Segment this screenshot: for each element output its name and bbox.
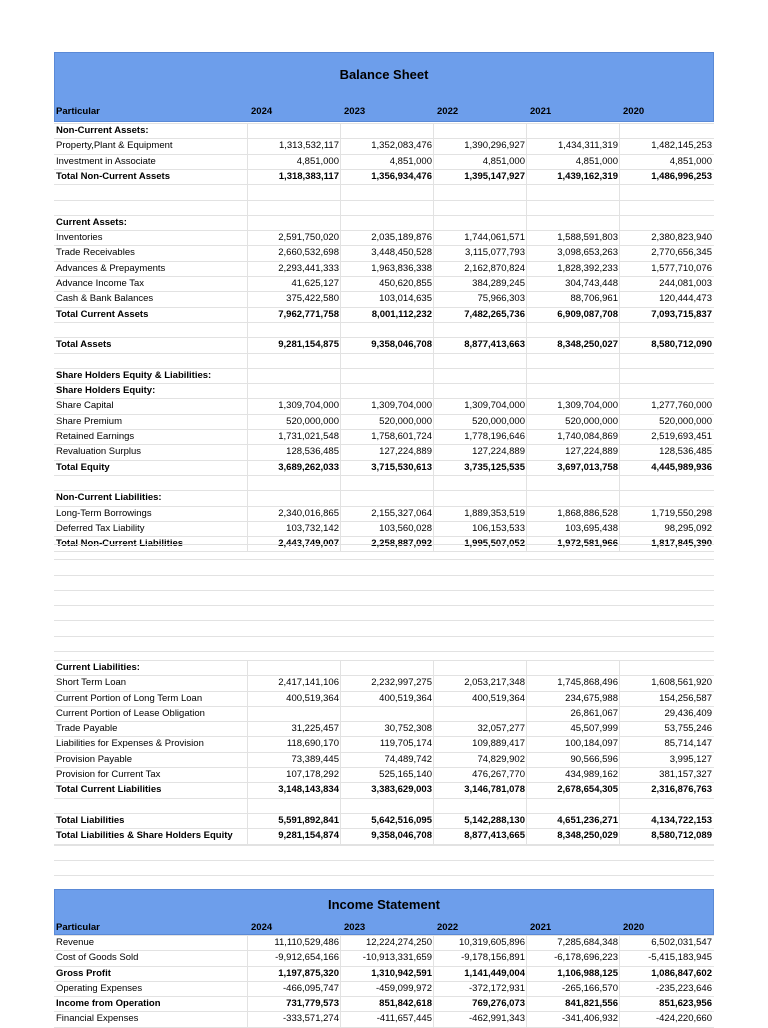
grid-line: [526, 935, 527, 1027]
row-label: Revenue: [56, 937, 95, 948]
value-cell[interactable]: 8,001,112,232: [371, 309, 432, 320]
value-cell[interactable]: 1,740,084,869: [557, 431, 618, 442]
value-cell[interactable]: 3,448,450,528: [371, 247, 432, 258]
value-cell[interactable]: -466,095,747: [283, 983, 339, 994]
value-cell[interactable]: 1,588,591,803: [557, 232, 618, 243]
value-cell[interactable]: -235,223,646: [656, 983, 712, 994]
row-label: Retained Earnings: [56, 431, 135, 442]
value-cell[interactable]: -9,912,654,166: [275, 952, 339, 963]
row-label: Share Capital: [56, 400, 114, 411]
grid-line: [54, 559, 714, 560]
value-cell[interactable]: 127,224,889: [472, 446, 525, 457]
value-cell[interactable]: 4,851,000: [296, 156, 339, 167]
grid-line: [433, 123, 434, 551]
value-cell[interactable]: 1,309,704,000: [278, 400, 339, 411]
value-cell[interactable]: 31,225,457: [291, 723, 339, 734]
value-cell[interactable]: 3,715,530,613: [371, 462, 432, 473]
grid-line: [340, 123, 341, 551]
value-cell[interactable]: 7,482,265,736: [464, 309, 525, 320]
grid-line: [619, 660, 620, 844]
grid-line: [54, 651, 714, 652]
value-cell[interactable]: 2,519,693,451: [651, 431, 712, 442]
value-cell[interactable]: 103,695,438: [565, 523, 618, 534]
year-header[interactable]: 2021: [530, 106, 552, 117]
value-cell[interactable]: 26,861,067: [570, 708, 618, 719]
value-cell[interactable]: 1,309,704,000: [557, 400, 618, 411]
row-label: Trade Receivables: [56, 247, 135, 258]
value-cell[interactable]: 7,093,715,837: [651, 309, 712, 320]
grid-line: [340, 660, 341, 844]
value-cell[interactable]: -10,913,331,659: [362, 952, 432, 963]
row-label: Share Holders Equity:: [56, 385, 156, 396]
value-cell[interactable]: 1,778,196,646: [464, 431, 525, 442]
year-header[interactable]: 2020: [623, 922, 645, 933]
value-cell[interactable]: 520,000,000: [379, 416, 432, 427]
value-cell[interactable]: 107,178,292: [286, 769, 339, 780]
value-cell[interactable]: 3,146,781,078: [464, 784, 525, 795]
value-cell[interactable]: 400,519,364: [379, 693, 432, 704]
row-label: Share Premium: [56, 416, 122, 427]
value-cell[interactable]: 119,705,174: [379, 738, 432, 749]
grid-line: [54, 575, 714, 576]
grid-line: [247, 935, 248, 1027]
value-cell[interactable]: 1,395,147,927: [464, 171, 525, 182]
row-label: Provision Payable: [56, 754, 133, 765]
row-label: Total Assets: [56, 339, 112, 350]
value-cell[interactable]: 6,502,031,547: [651, 937, 712, 948]
row-label: Revaluation Surplus: [56, 446, 142, 457]
value-cell[interactable]: -6,178,696,223: [554, 952, 618, 963]
value-cell[interactable]: 1,356,934,476: [371, 171, 432, 182]
value-cell[interactable]: 520,000,000: [565, 416, 618, 427]
row-label: Provision for Current Tax: [56, 769, 161, 780]
value-cell[interactable]: 6,909,087,708: [557, 309, 618, 320]
row-label: Non-Current Liabilities:: [56, 492, 162, 503]
value-cell[interactable]: 5,142,288,130: [464, 815, 525, 826]
value-cell[interactable]: 9,358,046,708: [371, 339, 432, 350]
value-cell[interactable]: 520,000,000: [472, 416, 525, 427]
grid-line: [247, 123, 248, 551]
value-cell[interactable]: -265,166,570: [562, 983, 618, 994]
value-cell[interactable]: 41,625,127: [291, 278, 339, 289]
value-cell[interactable]: -5,415,183,945: [648, 952, 712, 963]
value-cell[interactable]: 4,851,000: [389, 156, 432, 167]
value-cell[interactable]: 2,770,656,345: [651, 247, 712, 258]
value-cell[interactable]: 525,165,140: [379, 769, 432, 780]
row-label: Total Liabilities: [56, 815, 125, 826]
value-cell[interactable]: 8,348,250,029: [557, 830, 618, 841]
value-cell[interactable]: 3,735,125,535: [464, 462, 525, 473]
row-label: Trade Payable: [56, 723, 118, 734]
value-cell[interactable]: 400,519,364: [286, 693, 339, 704]
value-cell[interactable]: 1,868,886,528: [557, 508, 618, 519]
value-cell[interactable]: 85,714,147: [664, 738, 712, 749]
value-cell[interactable]: 4,851,000: [482, 156, 525, 167]
row-label: Cost of Goods Sold: [56, 952, 139, 963]
value-cell[interactable]: -411,657,445: [376, 1013, 432, 1024]
value-cell[interactable]: 1,106,988,125: [557, 968, 618, 979]
value-cell[interactable]: 29,436,409: [664, 708, 712, 719]
value-cell[interactable]: 53,755,246: [664, 723, 712, 734]
row-label: Long-Term Borrowings: [56, 508, 152, 519]
value-cell[interactable]: 1,745,868,496: [557, 677, 618, 688]
income_statement-header-band: [54, 889, 714, 935]
value-cell[interactable]: -372,172,931: [469, 983, 525, 994]
row-label: Income from Operation: [56, 998, 161, 1009]
value-cell[interactable]: 1,434,311,319: [557, 140, 618, 151]
value-cell[interactable]: 1,577,710,076: [651, 263, 712, 274]
row-label: Investment in Associate: [56, 156, 156, 167]
row-label: Advance Income Tax: [56, 278, 145, 289]
grid-line: [54, 860, 714, 861]
row-label: Short Term Loan: [56, 677, 127, 688]
value-cell[interactable]: 304,743,448: [565, 278, 618, 289]
value-cell[interactable]: 10,319,605,896: [458, 937, 525, 948]
grid-line: [619, 123, 620, 551]
grid-line: [54, 875, 714, 876]
value-cell[interactable]: 1,439,162,319: [557, 171, 618, 182]
grid-line: [54, 215, 714, 216]
value-cell[interactable]: 9,281,154,874: [278, 830, 339, 841]
value-cell[interactable]: 7,962,771,758: [278, 309, 339, 320]
year-header[interactable]: 2024: [251, 922, 273, 933]
value-cell[interactable]: 2,232,997,275: [371, 677, 432, 688]
value-cell[interactable]: 1,889,353,519: [464, 508, 525, 519]
value-cell[interactable]: 2,591,750,020: [278, 232, 339, 243]
grid-line: [619, 935, 620, 1027]
value-cell[interactable]: 106,153,533: [472, 523, 525, 534]
row-label: Current Portion of Lease Obligation: [56, 708, 205, 719]
value-cell[interactable]: 1,482,145,253: [651, 140, 712, 151]
row-label: Total Current Liabilities: [56, 784, 162, 795]
income_statement-title: Income Statement: [328, 897, 440, 912]
value-cell[interactable]: 1,719,550,298: [651, 508, 712, 519]
row-label: Deferred Tax Liability: [56, 523, 145, 534]
row-label: Inventories: [56, 232, 103, 243]
value-cell[interactable]: 234,675,988: [565, 693, 618, 704]
value-cell[interactable]: 4,851,000: [669, 156, 712, 167]
value-cell[interactable]: 9,358,046,708: [371, 830, 432, 841]
value-cell[interactable]: 3,383,629,003: [371, 784, 432, 795]
value-cell[interactable]: 2,417,141,106: [278, 677, 339, 688]
value-cell[interactable]: -341,406,932: [562, 1013, 618, 1024]
value-cell[interactable]: 5,591,892,841: [278, 815, 339, 826]
value-cell[interactable]: 520,000,000: [659, 416, 712, 427]
value-cell[interactable]: 1,608,561,920: [651, 677, 712, 688]
value-cell[interactable]: 731,779,573: [286, 998, 339, 1009]
value-cell[interactable]: 100,184,097: [565, 738, 618, 749]
value-cell[interactable]: 1,828,392,233: [557, 263, 618, 274]
value-cell[interactable]: 2,035,189,876: [371, 232, 432, 243]
value-cell[interactable]: -333,571,274: [283, 1013, 339, 1024]
grid-line: [54, 798, 714, 799]
value-cell[interactable]: 1,141,449,004: [464, 968, 525, 979]
value-cell[interactable]: 45,507,999: [570, 723, 618, 734]
value-cell[interactable]: 1,744,061,571: [464, 232, 525, 243]
grid-line: [54, 184, 714, 185]
value-cell[interactable]: -9,178,156,891: [461, 952, 525, 963]
row-label: Total Liabilities & Share Holders Equity: [56, 830, 233, 841]
row-label: Current Liabilities:: [56, 662, 140, 673]
value-cell[interactable]: 851,842,618: [379, 998, 432, 1009]
value-cell[interactable]: 381,157,327: [659, 769, 712, 780]
value-cell[interactable]: 8,580,712,090: [651, 339, 712, 350]
grid-line: [54, 636, 714, 637]
column-header-particular: Particular: [56, 106, 100, 117]
year-header[interactable]: 2022: [437, 922, 459, 933]
value-cell[interactable]: 88,706,961: [570, 293, 618, 304]
grid-line: [433, 935, 434, 1027]
value-cell[interactable]: 3,148,143,834: [278, 784, 339, 795]
value-cell[interactable]: 75,966,303: [477, 293, 525, 304]
value-cell[interactable]: 11,110,529,486: [274, 937, 339, 948]
row-label: Property,Plant & Equipment: [56, 140, 173, 151]
balance_sheet-title: Balance Sheet: [339, 67, 429, 82]
grid-line: [54, 475, 714, 476]
grid-line: [340, 935, 341, 1027]
grid-line: [526, 123, 527, 551]
value-cell[interactable]: 841,821,556: [565, 998, 618, 1009]
value-cell[interactable]: 127,224,889: [565, 446, 618, 457]
value-cell[interactable]: 9,281,154,875: [278, 339, 339, 350]
grid-line: [247, 660, 248, 844]
value-cell[interactable]: 128,536,485: [286, 446, 339, 457]
value-cell[interactable]: 1,731,021,548: [278, 431, 339, 442]
row-label: Total Current Assets: [56, 309, 149, 320]
value-cell[interactable]: 32,057,277: [477, 723, 525, 734]
value-cell[interactable]: 127,224,889: [379, 446, 432, 457]
value-cell[interactable]: 2,053,217,348: [464, 677, 525, 688]
grid-line: [54, 200, 714, 201]
value-cell[interactable]: 1,352,083,476: [371, 140, 432, 151]
value-cell[interactable]: 5,642,516,095: [371, 815, 432, 826]
value-cell[interactable]: 2,340,016,865: [278, 508, 339, 519]
value-cell[interactable]: 2,293,441,333: [278, 263, 339, 274]
value-cell[interactable]: 4,134,722,153: [651, 815, 712, 826]
row-label: Cash & Bank Balances: [56, 293, 154, 304]
value-cell[interactable]: 244,081,003: [659, 278, 712, 289]
value-cell[interactable]: 12,224,274,250: [365, 937, 432, 948]
value-cell[interactable]: 1,310,942,591: [371, 968, 432, 979]
column-header-particular: Particular: [56, 922, 100, 933]
row-label: Advances & Prepayments: [56, 263, 166, 274]
value-cell[interactable]: 384,289,245: [472, 278, 525, 289]
value-cell[interactable]: 30,752,308: [384, 723, 432, 734]
value-cell[interactable]: 8,348,250,027: [557, 339, 618, 350]
value-cell[interactable]: 375,422,580: [286, 293, 339, 304]
value-cell[interactable]: 1,758,601,724: [371, 431, 432, 442]
value-cell[interactable]: 476,267,770: [472, 769, 525, 780]
value-cell[interactable]: 128,536,485: [659, 446, 712, 457]
row-label: Non-Current Assets:: [56, 125, 149, 136]
value-cell[interactable]: 2,316,876,763: [651, 784, 712, 795]
value-cell[interactable]: 1,309,704,000: [464, 400, 525, 411]
row-label: Total Non-Current Assets: [56, 171, 171, 182]
value-cell[interactable]: 1,313,532,117: [278, 140, 339, 151]
value-cell[interactable]: 2,162,870,824: [464, 263, 525, 274]
value-cell[interactable]: 8,580,712,089: [651, 830, 712, 841]
value-cell[interactable]: 434,989,162: [565, 769, 618, 780]
value-cell[interactable]: 103,732,142: [286, 523, 339, 534]
year-header[interactable]: 2023: [344, 922, 366, 933]
row-label: Liabilities for Expenses & Provision: [56, 738, 204, 749]
value-cell[interactable]: 520,000,000: [286, 416, 339, 427]
value-cell[interactable]: 3,995,127: [669, 754, 712, 765]
value-cell[interactable]: 1,963,836,338: [371, 263, 432, 274]
value-cell[interactable]: 851,623,956: [659, 998, 712, 1009]
grid-line: [54, 660, 714, 661]
grid-line: [54, 620, 714, 621]
year-header[interactable]: 2021: [530, 922, 552, 933]
value-cell[interactable]: 2,380,823,940: [651, 232, 712, 243]
value-cell[interactable]: 2,678,654,305: [557, 784, 618, 795]
year-header[interactable]: 2024: [251, 106, 273, 117]
value-cell[interactable]: 90,566,596: [570, 754, 618, 765]
value-cell[interactable]: 3,115,077,793: [464, 247, 525, 258]
row-label: Total Equity: [56, 462, 110, 473]
value-cell[interactable]: 400,519,364: [472, 693, 525, 704]
value-cell[interactable]: 450,620,855: [379, 278, 432, 289]
value-cell[interactable]: 74,489,742: [384, 754, 432, 765]
row-label: Share Holders Equity & Liabilities:: [56, 370, 212, 381]
value-cell[interactable]: 120,444,473: [659, 293, 712, 304]
value-cell[interactable]: 4,445,989,936: [651, 462, 712, 473]
value-cell[interactable]: 109,889,417: [472, 738, 525, 749]
year-header[interactable]: 2023: [344, 106, 366, 117]
value-cell[interactable]: 1,390,296,927: [464, 140, 525, 151]
value-cell[interactable]: 103,560,028: [379, 523, 432, 534]
value-cell[interactable]: 154,256,587: [659, 693, 712, 704]
value-cell[interactable]: 1,486,996,253: [651, 171, 712, 182]
value-cell[interactable]: 73,389,445: [291, 754, 339, 765]
value-cell[interactable]: 1,309,704,000: [371, 400, 432, 411]
value-cell[interactable]: 8,877,413,665: [464, 830, 525, 841]
value-cell[interactable]: 1,318,383,117: [278, 171, 339, 182]
value-cell[interactable]: -459,099,972: [376, 983, 432, 994]
value-cell[interactable]: 2,660,532,698: [278, 247, 339, 258]
value-cell[interactable]: 2,155,327,064: [371, 508, 432, 519]
row-label: Operating Expenses: [56, 983, 143, 994]
grid-line: [54, 123, 714, 124]
value-cell[interactable]: 769,276,073: [472, 998, 525, 1009]
year-header[interactable]: 2022: [437, 106, 459, 117]
row-label: Current Portion of Long Term Loan: [56, 693, 203, 704]
value-cell[interactable]: 98,295,092: [664, 523, 712, 534]
value-cell[interactable]: 3,098,653,263: [557, 247, 618, 258]
value-cell[interactable]: 1,197,875,320: [278, 968, 339, 979]
value-cell[interactable]: 4,651,236,271: [557, 815, 618, 826]
balance_sheet-header-band: [54, 52, 714, 122]
value-cell[interactable]: 7,285,684,348: [557, 937, 618, 948]
value-cell[interactable]: 3,689,262,033: [278, 462, 339, 473]
grid-line: [54, 590, 714, 591]
value-cell[interactable]: 3,697,013,758: [557, 462, 618, 473]
grid-line: [54, 551, 714, 552]
grid-line: [54, 353, 714, 354]
grid-line: [54, 544, 714, 545]
value-cell[interactable]: 1,086,847,602: [651, 968, 712, 979]
row-label: Current Assets:: [56, 217, 127, 228]
year-header[interactable]: 2020: [623, 106, 645, 117]
grid-line: [54, 605, 714, 606]
value-cell[interactable]: 4,851,000: [575, 156, 618, 167]
value-cell[interactable]: 8,877,413,663: [464, 339, 525, 350]
value-cell[interactable]: 103,014,635: [379, 293, 432, 304]
grid-line: [54, 322, 714, 323]
value-cell[interactable]: 118,690,170: [286, 738, 339, 749]
value-cell[interactable]: -424,220,660: [656, 1013, 712, 1024]
grid-line: [526, 660, 527, 844]
value-cell[interactable]: 74,829,902: [477, 754, 525, 765]
row-label: Gross Profit: [56, 968, 111, 979]
value-cell[interactable]: 1,277,760,000: [651, 400, 712, 411]
value-cell[interactable]: -462,991,343: [469, 1013, 525, 1024]
grid-line: [433, 660, 434, 844]
row-label: Financial Expenses: [56, 1013, 139, 1024]
grid-line: [54, 845, 714, 846]
